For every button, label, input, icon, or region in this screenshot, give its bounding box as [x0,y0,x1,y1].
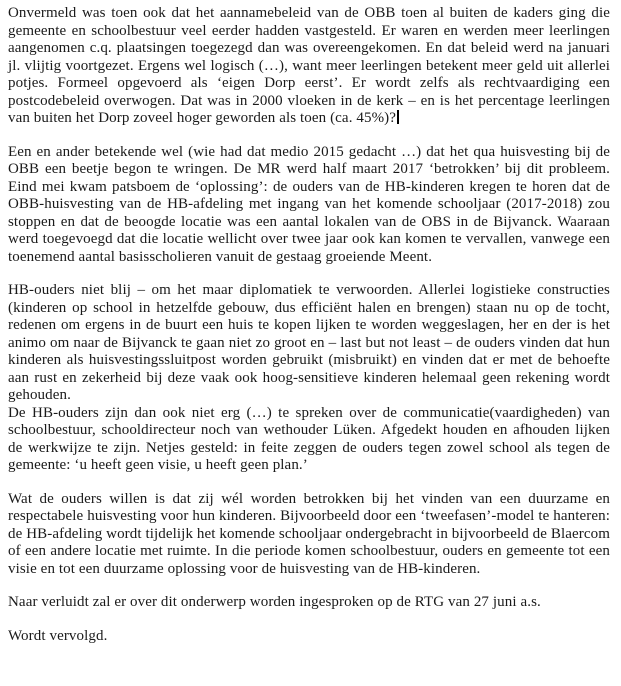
paragraph-4[interactable] [8,405,610,475]
paragraph-6-text[interactable]: Naar verluidt zal er over dit onderwerp worden ingesproken op de RTG van 27 juni a.s. [8,594,541,610]
paragraph-7-text[interactable]: Wordt vervolgd. [8,627,108,644]
paragraph-3[interactable] [8,282,610,405]
paragraph-7[interactable] [8,628,610,646]
text-caret [397,110,399,124]
paragraph-1-text[interactable]: Onvermeld was toen ook dat het aannamebeleid van de OBB toen al buiten de kaders ging die gemeente en schoolbestuur veel eerder hadden vastgesteld. Er waren en werden meer leerlingen aangenomen c.q. plaatsingen toegezegd dan was overeengekomen. En dat beleid werd na januari jl. vlijtig voortgezet. Ergens wel logisch (…), want meer leerlingen betekent meer geld uit allerlei potjes. Formeel opgevoerd als ‘eigen Dorp eerst’. Er wordt zelfs als rechtvaardiging een postcodebeleid overwogen. Dat was in 2000 vloeken in de kerk – en is het percentage leerlingen van buiten het Dorp zoveel hoger geworden als toen (ca. 45%)? [8,5,610,126]
paragraph-5[interactable] [8,491,610,579]
paragraph-3-text[interactable]: HB-ouders niet blij – om het maar diplomatiek te verwoorden. Allerlei logistieke constructies (kinderen op school in hetzelfde gebouw, dus efficiënt halen en brengen) staan nu op de tocht, redenen om ergens in de buurt een huis te kopen lijken te worden weggeslagen, her en der is het animo om naar de Bijvanck te gaan niet zo groot en – last but not least – de ouders vinden dat hun kinderen als huisvestingssluitpost worden gebruikt (misbruikt) en vinden dat er met de behoefte aan rust en zekerheid bij deze vaak ook hoog-sensitieve kinderen helemaal geen rekening wordt gehouden. [8,282,610,403]
paragraph-4-text[interactable]: De HB-ouders zijn dan ook niet erg (…) te spreken over de communicatie(vaardigheden) van schoolbestuur, schooldirecteur noch van wethouder Lüken. Afgedekt houden en afhouden lijken de werkwijze te zijn. Netjes gesteld: in feite zeggen de ouders tegen zowel school als tegen de gemeente: ‘u heeft geen visie, u heeft geen plan.’ [8,404,610,473]
paragraph-2-text[interactable]: Een en ander betekende wel (wie had dat medio 2015 gedacht …) dat het qua huisvesting bij de OBB een beetje begon te wringen. De MR werd half maart 2017 ‘betrokken’ bij dit probleem. Eind mei kwam patsboem de ‘oplossing’: de ouders van de HB-kinderen kregen te horen dat de OBB-huisvesting van de HB-afdeling met ingang van het komende schooljaar (2017-2018) zou stoppen en dat de beoogde locatie was een aantal lokalen van de OBS in de Bijvanck. Waaraan werd toegevoegd dat die locatie wellicht over twee jaar ook kan komen te vervallen, vanwege een toenemend aantal basisscholieren vanuit de gestaag groeiende Meent. [8,143,610,265]
paragraph-1[interactable] [8,5,610,128]
paragraph-2[interactable] [8,144,610,267]
paragraph-5-text[interactable]: Wat de ouders willen is dat zij wél worden betrokken bij het vinden van een duurzame en respectabele huisvesting voor hun kinderen. Bijvoorbeeld door een ‘tweefasen’-model te hanteren: de HB-afdeling wordt tijdelijk het komende schooljaar ondergebracht in bijvoorbeeld de Blaercom of een andere locatie met ruimte. In die periode komen schoolbestuur, ouders en gemeente tot een visie en tot een duurzame oplossing voor de huisvesting van de HB-kinderen. [8,490,610,577]
paragraph-6[interactable] [8,594,610,612]
